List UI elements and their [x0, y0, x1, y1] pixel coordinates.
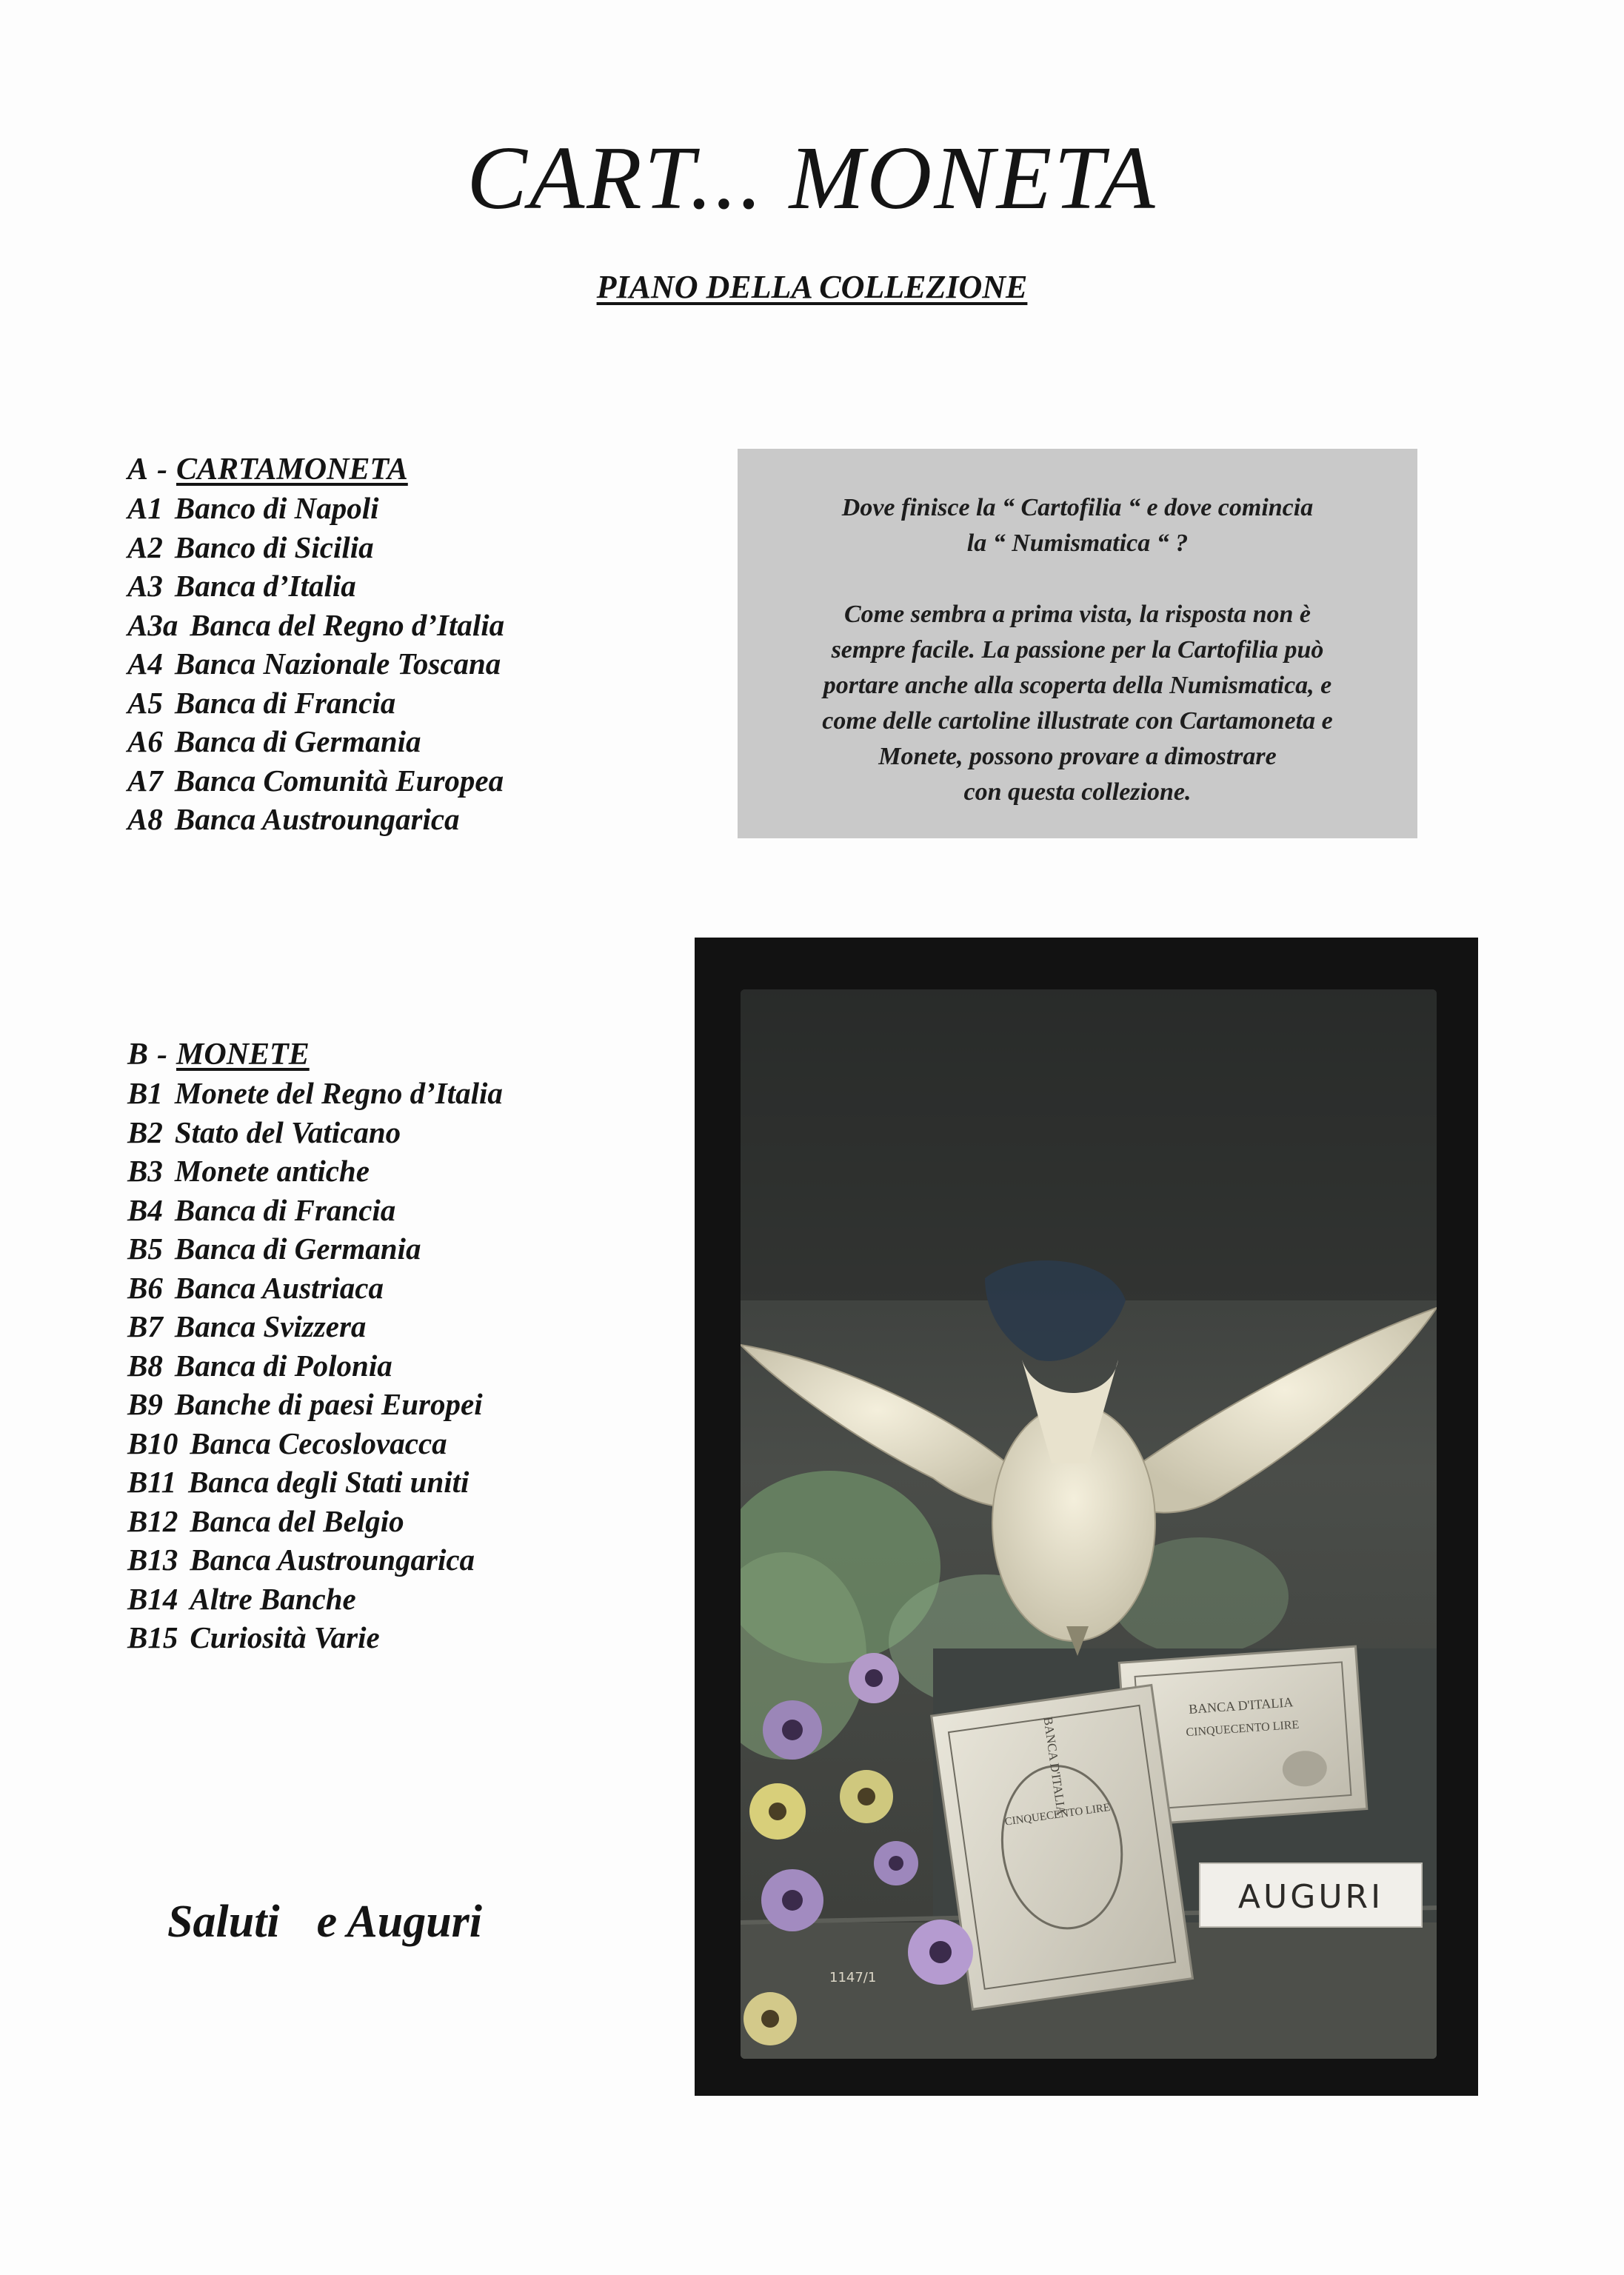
section-b-separator: - — [157, 1038, 168, 1072]
list-item — [127, 1424, 735, 1463]
list-item — [127, 1580, 735, 1619]
section-a-title: CARTAMONETA — [176, 452, 408, 487]
info-box — [738, 449, 1417, 838]
list-item — [127, 1463, 735, 1502]
item-code: A3a — [127, 607, 178, 642]
item-label: Curiosità Varie — [190, 1620, 380, 1654]
list-item — [127, 606, 735, 645]
item-label: Banco di Sicilia — [174, 530, 374, 564]
postcard-illustration — [741, 989, 1437, 2059]
item-label: Banca di Germania — [174, 724, 421, 758]
item-code: B10 — [127, 1426, 178, 1460]
item-label: Monete del Regno d’Italia — [174, 1076, 503, 1110]
item-label: Altre Banche — [190, 1581, 356, 1616]
list-item — [127, 1307, 735, 1346]
item-label: Banca degli Stati uniti — [188, 1465, 470, 1499]
info-answer-line: sempre facile. La passione per la Cartofilia può — [831, 636, 1324, 664]
item-label: Banca Austroungarica — [190, 1543, 475, 1577]
print-number: 1147/1 — [829, 1970, 877, 1985]
item-label: Banca Cecoslovacca — [190, 1426, 447, 1460]
item-label: Banca Nazionale Toscana — [174, 647, 501, 681]
list-item — [127, 1229, 735, 1269]
info-answer-line: con questa collezione. — [963, 778, 1192, 806]
list-item — [127, 644, 735, 684]
list-item — [127, 1618, 735, 1657]
info-question-line: la “ Numismatica “ ? — [966, 530, 1189, 557]
section-b-list — [127, 1074, 735, 1657]
item-label: Banca del Regno d’Italia — [190, 607, 505, 642]
item-label: Banche di paesi Europei — [174, 1387, 483, 1421]
postcard-frame — [695, 938, 1478, 2096]
info-answer-line: Monete, possono provare a dimostrare — [878, 743, 1277, 770]
banknote-front-bank: BANCA D'ITALIA — [1040, 1716, 1069, 1817]
item-code: A1 — [127, 491, 163, 525]
section-cartamoneta — [127, 450, 735, 839]
item-label: Banca di Germania — [174, 1232, 421, 1266]
item-code: A2 — [127, 530, 163, 564]
auguri-text: AUGURI — [1237, 1878, 1384, 1916]
item-label: Banca d’Italia — [174, 569, 356, 603]
section-a-separator: - — [157, 452, 168, 487]
item-label: Banca Comunità Europea — [174, 763, 504, 798]
item-label: Banca di Francia — [174, 685, 396, 720]
list-item — [127, 1269, 735, 1308]
item-code: B4 — [127, 1192, 163, 1227]
section-b-letter: B — [127, 1038, 149, 1072]
item-label: Banca di Francia — [174, 1192, 396, 1227]
item-code: B14 — [127, 1581, 178, 1616]
list-item — [127, 489, 735, 528]
item-code: A4 — [127, 647, 163, 681]
item-code: A5 — [127, 685, 163, 720]
item-label: Banco di Napoli — [174, 491, 379, 525]
item-label: Monete antiche — [174, 1154, 370, 1188]
list-item — [127, 1385, 735, 1424]
item-code: A6 — [127, 724, 163, 758]
item-code: A8 — [127, 802, 163, 836]
item-label: Banca di Polonia — [174, 1348, 392, 1383]
item-label: Banca Svizzera — [174, 1309, 367, 1343]
banknote-front-value: CINQUECENTO LIRE — [1003, 1801, 1112, 1828]
list-item — [127, 1152, 735, 1191]
list-item — [127, 1113, 735, 1152]
greeting-word: Saluti — [167, 1897, 280, 1947]
item-label: Banca Austroungarica — [174, 802, 460, 836]
list-item — [127, 1346, 735, 1386]
item-code: B13 — [127, 1543, 178, 1577]
section-a-heading — [127, 450, 735, 489]
info-question-line: Dove finisce la “ Cartofilia “ e dove comincia — [841, 494, 1314, 521]
item-code: B3 — [127, 1154, 163, 1188]
banknote-back-bank: BANCA D'ITALIA — [1188, 1694, 1294, 1717]
info-answer-line: Come sembra a prima vista, la risposta non è — [844, 601, 1311, 628]
banknote-back-value: CINQUECENTO LIRE — [1185, 1718, 1300, 1740]
greeting — [167, 1896, 482, 1948]
section-b-heading — [127, 1035, 735, 1074]
list-item — [127, 528, 735, 567]
list-item — [127, 722, 735, 761]
item-code: A7 — [127, 763, 163, 798]
list-item — [127, 1191, 735, 1230]
list-item — [127, 761, 735, 801]
page-subtitle: PIANO DELLA COLLEZIONE — [596, 269, 1028, 305]
item-code: B15 — [127, 1620, 178, 1654]
list-item — [127, 1074, 735, 1113]
auguri-banner — [1200, 1863, 1422, 1927]
item-code: B8 — [127, 1348, 163, 1383]
item-code: B11 — [127, 1465, 177, 1499]
item-code: B1 — [127, 1076, 163, 1110]
section-a-letter: A — [127, 452, 149, 487]
list-item — [127, 800, 735, 839]
section-a-list — [127, 489, 735, 839]
item-code: A3 — [127, 569, 163, 603]
list-item — [127, 684, 735, 723]
section-monete — [127, 1035, 735, 1657]
item-code: B12 — [127, 1503, 178, 1538]
info-answer-line: come delle cartoline illustrate con Cartamoneta e — [822, 707, 1333, 735]
item-code: B9 — [127, 1387, 163, 1421]
section-b-title: MONETE — [176, 1038, 310, 1072]
greeting-word: e Auguri — [316, 1897, 483, 1947]
item-code: B6 — [127, 1270, 163, 1305]
item-label: Banca del Belgio — [190, 1503, 404, 1538]
list-item — [127, 567, 735, 606]
item-code: B5 — [127, 1232, 163, 1266]
info-answer-line: portare anche alla scoperta della Numismatica, e — [823, 672, 1332, 699]
page-title: CART... MONETA — [467, 128, 1157, 228]
item-code: B7 — [127, 1309, 163, 1343]
postcard-image — [741, 989, 1437, 2059]
list-item — [127, 1540, 735, 1580]
item-label: Stato del Vaticano — [174, 1115, 401, 1149]
item-code: B2 — [127, 1115, 163, 1149]
item-label: Banca Austriaca — [174, 1270, 384, 1305]
list-item — [127, 1502, 735, 1541]
